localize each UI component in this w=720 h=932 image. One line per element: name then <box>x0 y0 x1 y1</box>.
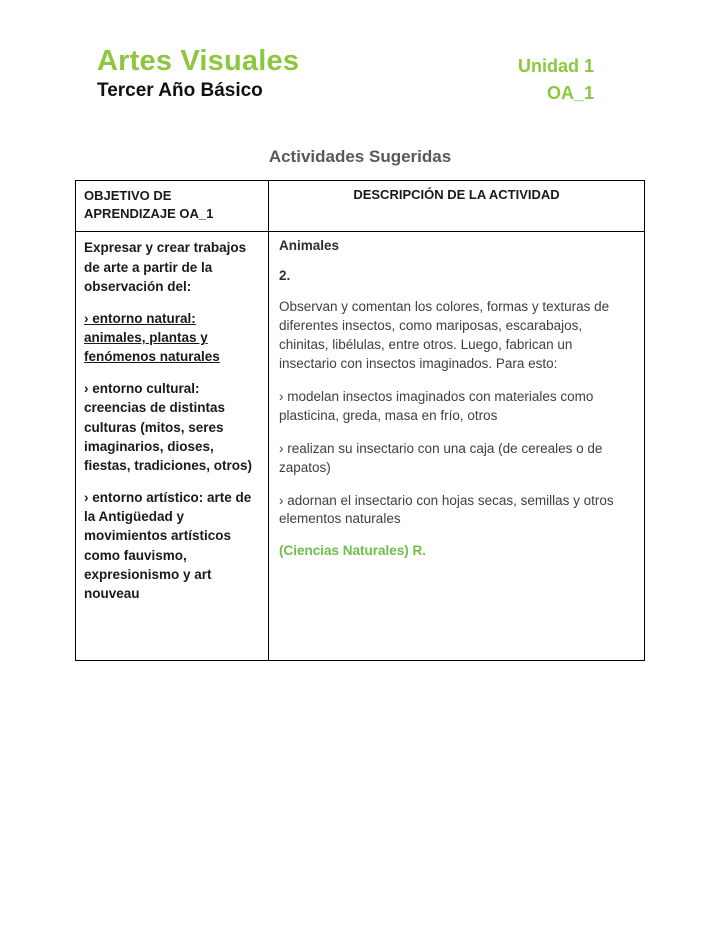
activity-heading: Animales <box>279 238 340 254</box>
oa-label: OA_1 <box>546 83 594 103</box>
activity-intro: Observan y comentan los colores, formas y texturas de diferentes insectos, como mariposas, escarabajos, chinitas, libélulas, entre otros. Luego, fabrican un insectario con insectos imaginados. Para esto: <box>279 299 610 372</box>
activities-table <box>75 180 645 661</box>
objective-column-header: OBJETIVO DE APRENDIZAJE OA_1 <box>76 181 269 232</box>
objective-item-artistic: › entorno artístico: arte de la Antigüedad y movimientos artísticos como fauvismo, expresionismo y art nouveau <box>84 490 252 601</box>
table-row <box>76 232 645 661</box>
objective-item-natural: › entorno natural: animales, plantas y fenómenos naturales <box>84 310 220 365</box>
activity-cell <box>269 232 645 661</box>
description-column-header: DESCRIPCIÓN DE LA ACTIVIDAD <box>269 181 645 232</box>
activity-bullet-2: › realizan su insectario con una caja (de cereales o de zapatos) <box>279 440 603 475</box>
table-header-row <box>76 181 645 232</box>
doc-title: Artes Visuales <box>97 45 300 77</box>
objective-item-cultural: › entorno cultural: creencias de distintas culturas (mitos, seres imaginarios, dioses, fiestas, tradiciones, otros) <box>84 381 253 473</box>
header <box>0 0 720 107</box>
activity-subject-reference: (Ciencias Naturales) R. <box>279 543 427 559</box>
activity-bullet-3: › adornan el insectario con hojas secas, semillas y otros elementos naturales <box>279 492 614 527</box>
header-right <box>518 46 594 107</box>
activity-number: 2. <box>279 268 291 284</box>
activity-bullet-1: › modelan insectos imaginados con materiales como plasticina, greda, masa en frío, otros <box>279 388 594 423</box>
unit-label: Unidad 1 <box>517 56 594 76</box>
objective-cell <box>76 232 269 661</box>
doc-subtitle: Tercer Año Básico <box>97 80 263 102</box>
section-title: Actividades Sugeridas <box>268 147 452 166</box>
header-left <box>97 46 299 102</box>
objective-intro: Expresar y crear trabajos de arte a partir de la observación del: <box>84 240 247 294</box>
